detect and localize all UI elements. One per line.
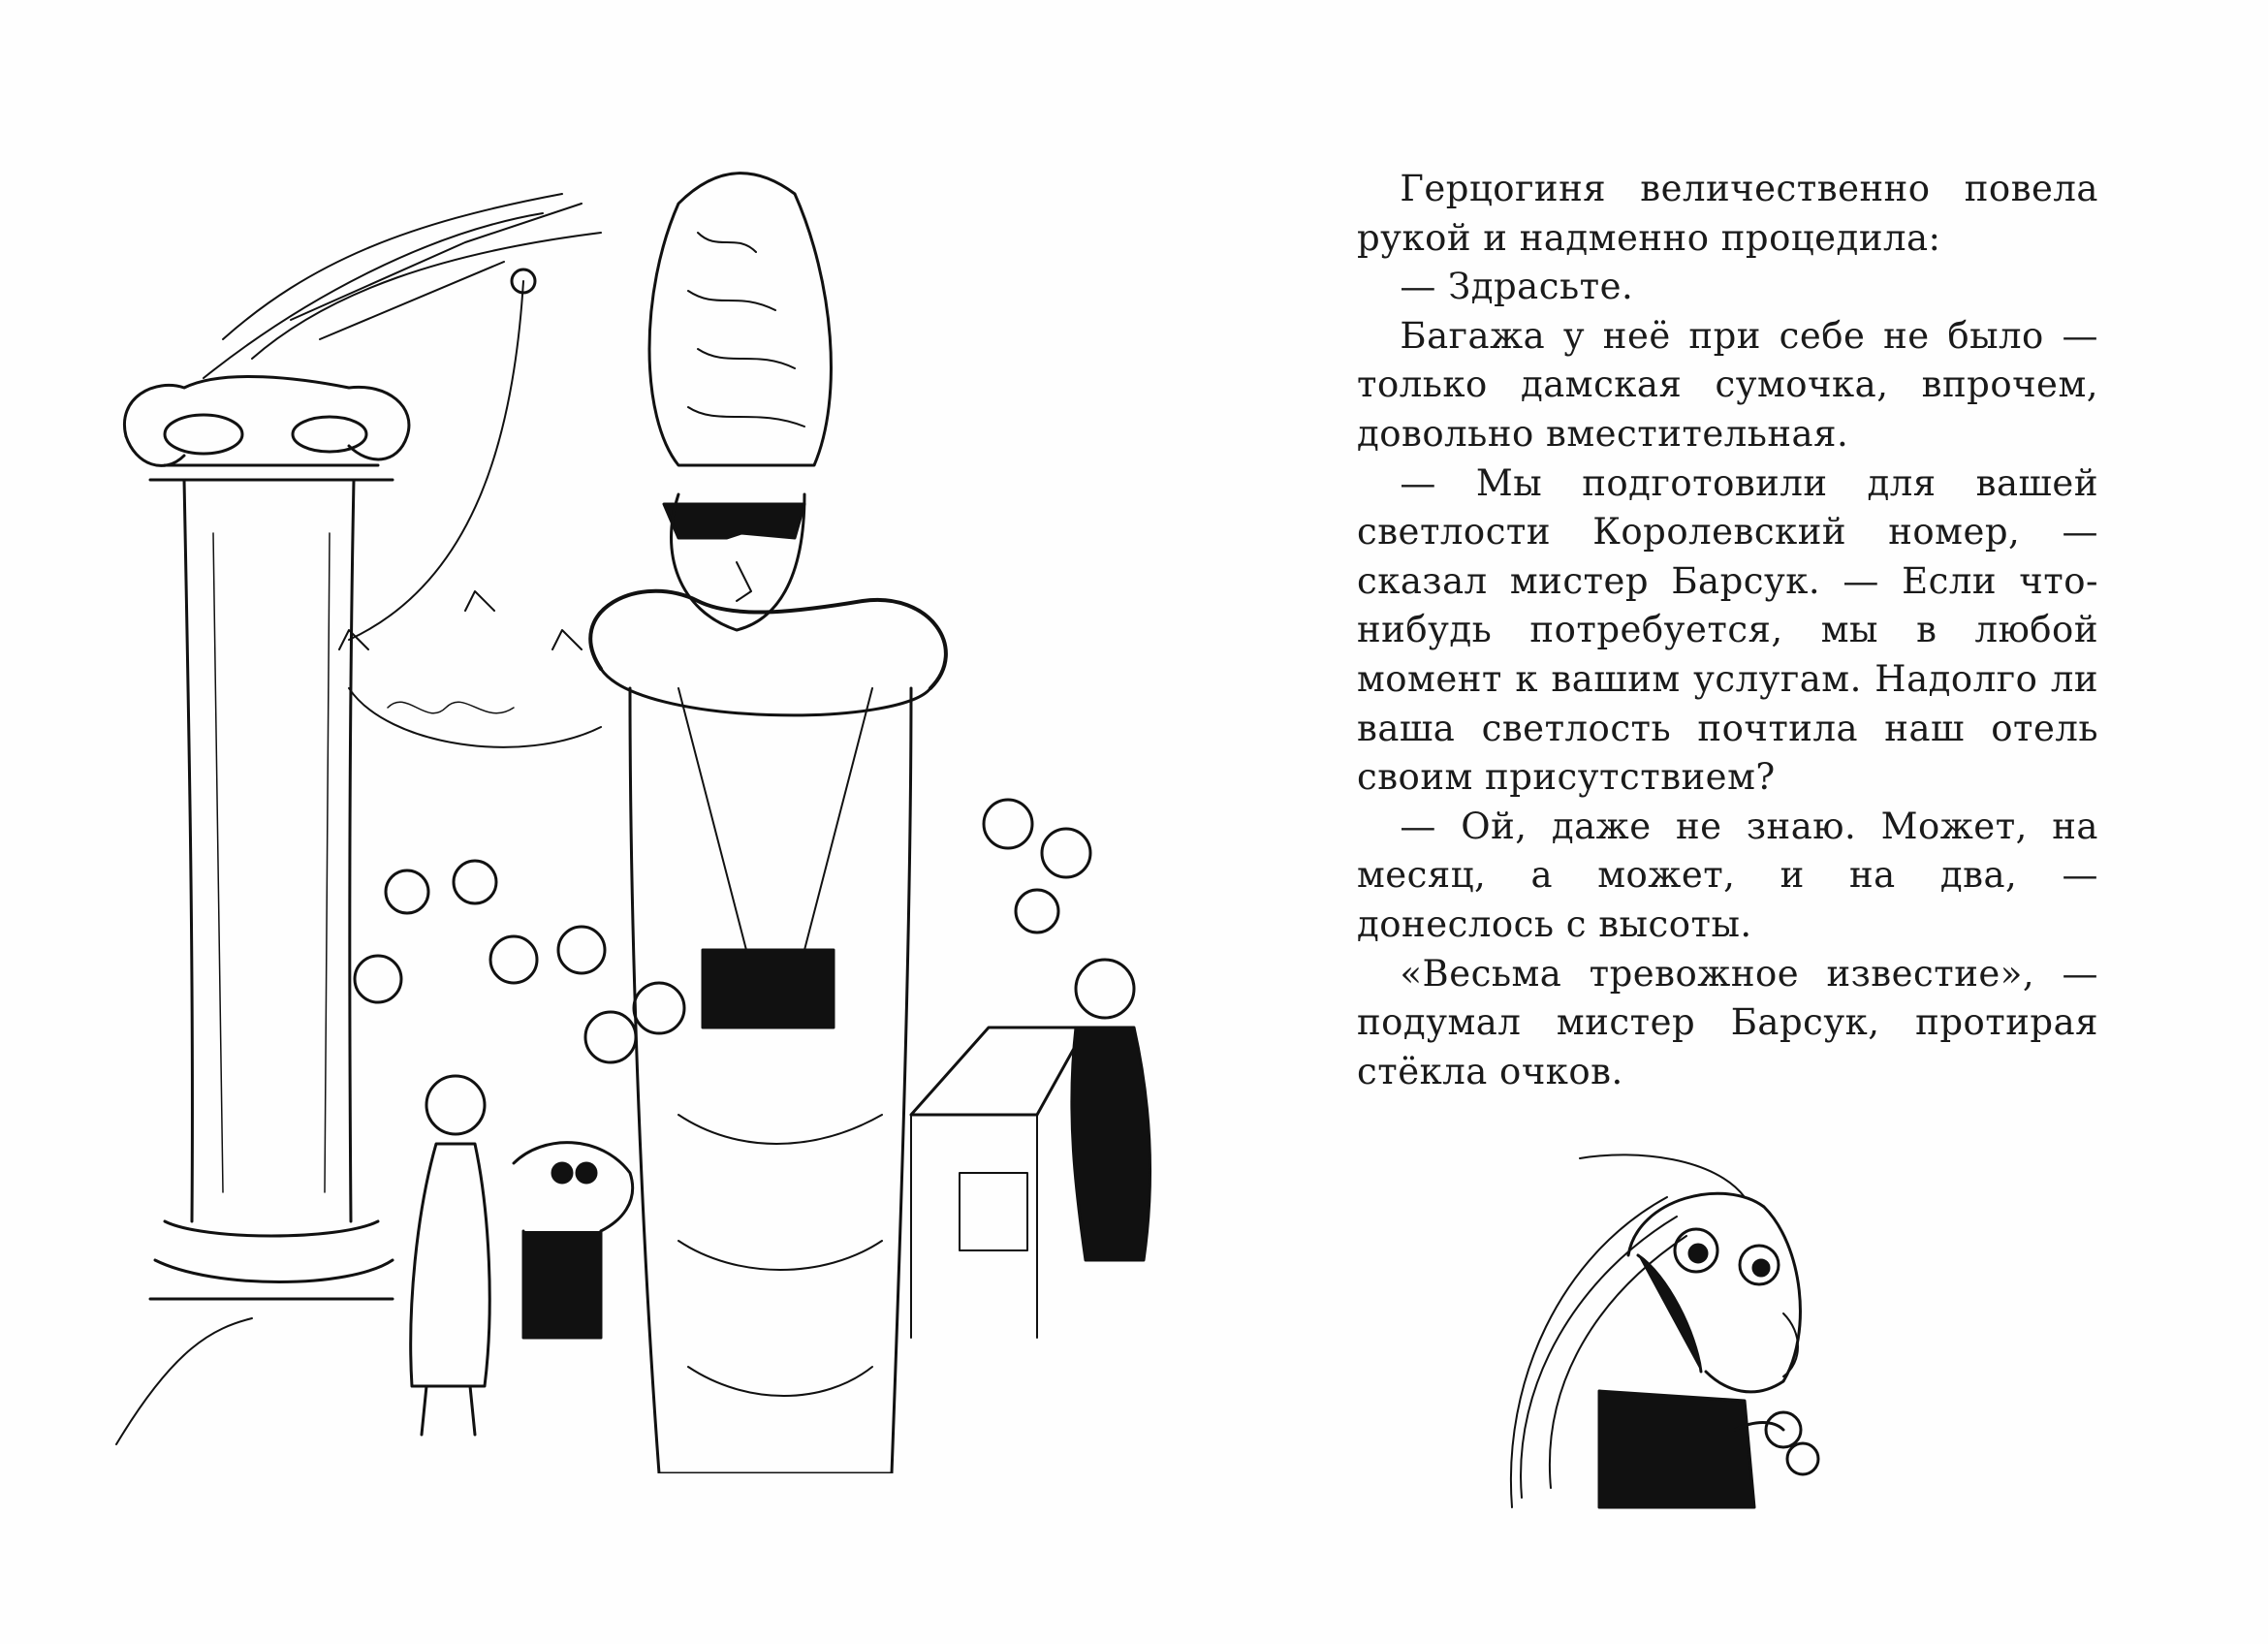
badger-vignette-illustration [1493, 1139, 1842, 1517]
paragraph: Багажа у неё при себе не было — только дамская сумочка, впрочем, довольно вместительная. [1357, 314, 2098, 455]
paragraph: — Здрасьте. [1400, 266, 1634, 308]
duchess-drawing-icon [58, 145, 1260, 1473]
paragraph: — Мы подготовили для вашей светлости Королевский номер, — сказал мистер Барсук. — Если что-нибудь потребуется, мы в любой момент к вашим услугам. Надолго ли ваша светлость почтила наш отель своим присутствием? [1357, 461, 2098, 799]
paragraph: Герцогиня величественно повела рукой и надменно процедила: [1357, 168, 2098, 259]
paragraph: «Весьма тревожное известие», — подумал мистер Барсук, протирая стёкла очков. [1357, 952, 2098, 1092]
story-text [1357, 165, 2098, 1096]
duchess-lobby-illustration [58, 145, 1260, 1473]
paragraph: — Ой, даже не знаю. Может, на месяц, а может, и на два, — донеслось с высоты. [1357, 805, 2098, 945]
badger-icon [1493, 1139, 1842, 1517]
